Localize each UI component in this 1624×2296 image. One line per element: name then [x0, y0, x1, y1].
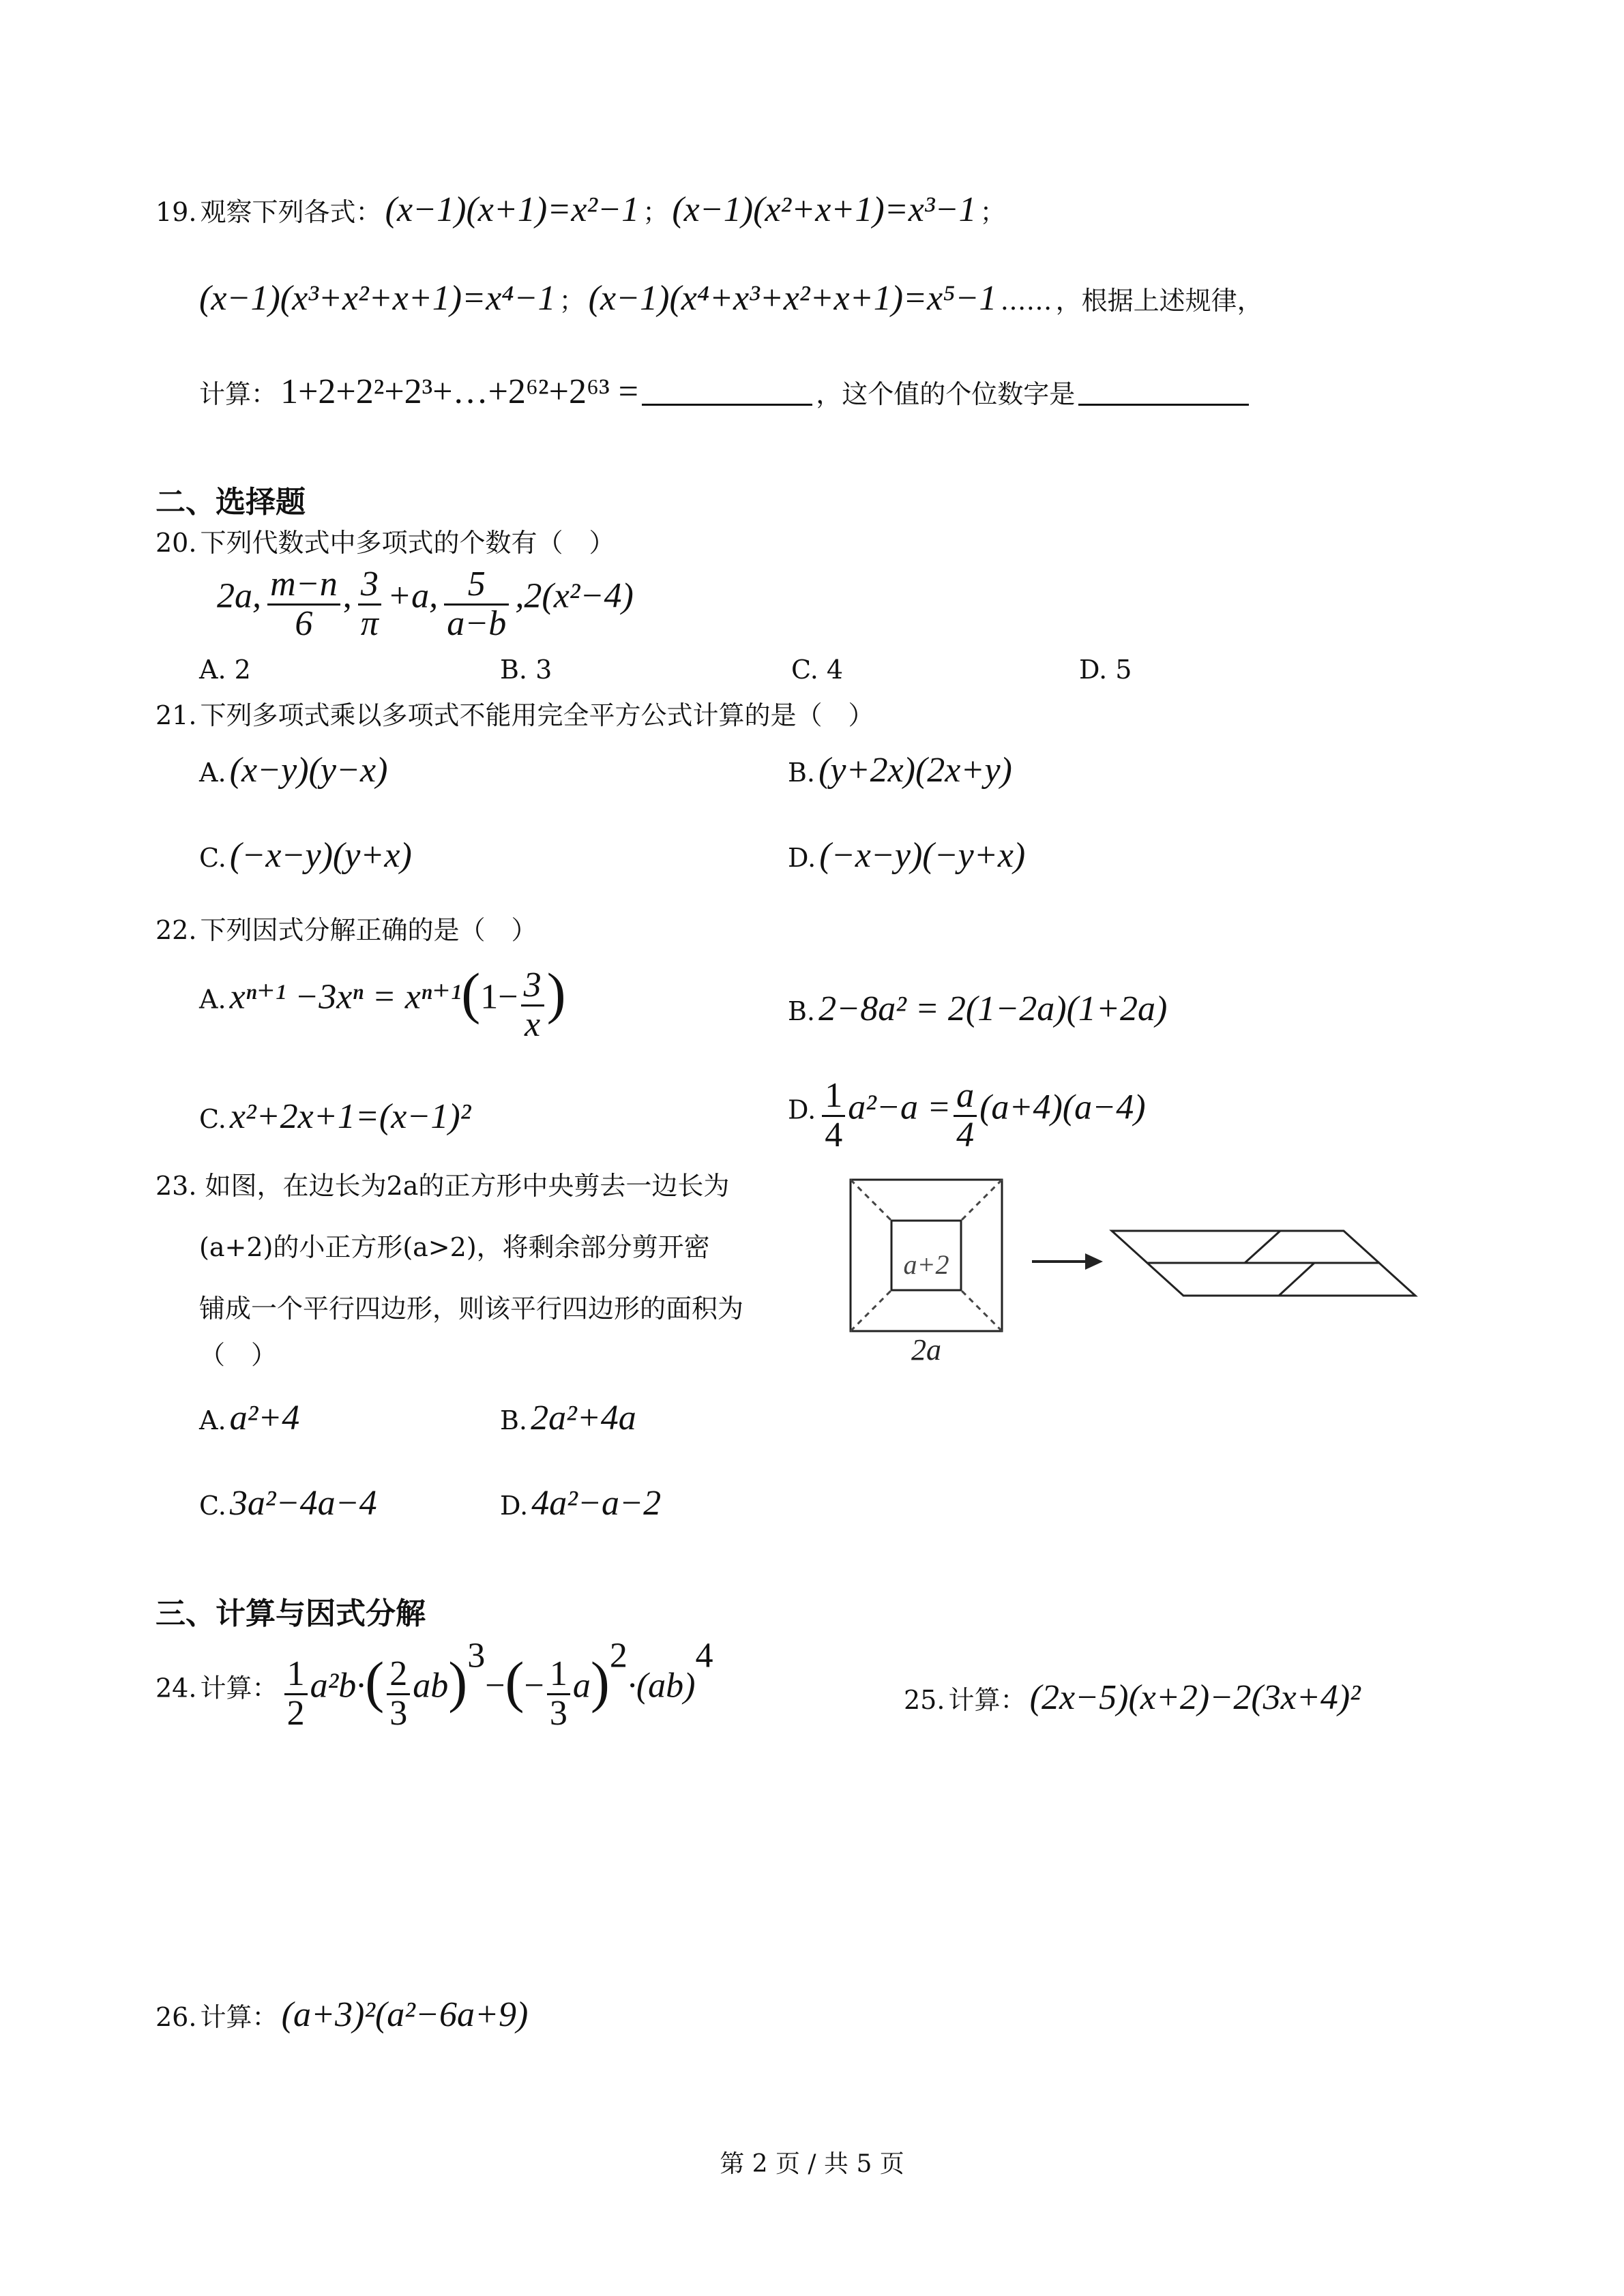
q24-exp-3: 4 [695, 1636, 713, 1675]
q25-label: 计算： [948, 1685, 1027, 1715]
q23-option-d-expr: 4a²−a−2 [531, 1484, 662, 1523]
q22-number: 22. [156, 915, 197, 945]
q22-option-d-frac-1-num: 1 [822, 1077, 845, 1117]
q22-option-d-mid: a²−a = [848, 1088, 951, 1127]
q20-expr-end: ,2(x²−4) [515, 576, 634, 616]
arrow-icon [1085, 1253, 1103, 1270]
q24-frac-3 [547, 1656, 570, 1732]
q23-option-a[interactable] [199, 1398, 299, 1438]
q24-number: 24. [156, 1673, 197, 1703]
q21-option-b-label: B. [788, 758, 816, 788]
q19-line1 [156, 190, 1006, 230]
q19-line2 [199, 278, 1263, 318]
q24-label: 计算： [200, 1673, 278, 1703]
q26-number: 26. [156, 2002, 197, 2032]
q26-expr: (a+3)²(a²−6a+9) [281, 1995, 529, 2034]
q21-option-d[interactable] [788, 835, 1025, 876]
q25-line [904, 1678, 1361, 1718]
q20-frac-1-num: m−n [267, 566, 340, 606]
q20-option-a[interactable]: A. 2 [199, 655, 251, 685]
q19-intro: 观察下列各式： [200, 197, 382, 227]
q22-option-a-frac-num: 3 [521, 967, 544, 1007]
q22-stem-line [156, 909, 537, 946]
q22-option-a-one: 1− [480, 977, 518, 1017]
q21-option-a-label: A. [199, 758, 226, 788]
q21-option-a-expr: (x−y)(y−x) [229, 751, 388, 790]
q24-frac-3-num: 1 [547, 1656, 570, 1695]
q22-option-b[interactable] [788, 989, 1167, 1029]
q26-label: 计算： [200, 2002, 278, 2032]
q23-option-b-label: B. [500, 1405, 528, 1435]
q19-calc-label: 计算： [199, 379, 278, 409]
cut-line-tl [851, 1180, 891, 1221]
cut-line-tr [961, 1180, 1002, 1221]
q22-option-b-label: B. [788, 996, 816, 1026]
q24-frac-1-num: 1 [284, 1656, 308, 1695]
q20-expression: 2a, $\frac{m-n}{6}$ , $\frac{3}{\pi}$ +a, $\frac{5}{a-b}$ ,2(x²−4) [217, 565, 634, 643]
q22-option-c-label: C. [199, 1104, 226, 1134]
q22-option-b-expr: 2−8a² = 2(1−2a)(1+2a) [818, 989, 1168, 1028]
q24-frac-2 [387, 1656, 410, 1732]
q22-option-d-label: D. [788, 1094, 816, 1125]
q19-calc-expr: 1+2+2²+2³+…+2⁶²+2⁶³ = [280, 372, 639, 411]
q23-text-4: （ ） [199, 1340, 278, 1370]
q24-exp-2: 2 [609, 1636, 628, 1675]
q20-number: 20. [156, 528, 197, 558]
q19-ellipsis: …… [1000, 286, 1052, 316]
page-footer: 第 2 页 / 共 5 页 [720, 2150, 904, 2178]
q22-option-a-label: A. [199, 984, 226, 1015]
q22-option-d[interactable] [788, 1077, 1146, 1154]
q21-option-d-label: D. [788, 843, 816, 873]
inner-square-label: a+2 [903, 1249, 949, 1280]
q22-option-c[interactable] [199, 1097, 471, 1137]
q23-option-c[interactable] [199, 1483, 377, 1523]
q24-neg: − [524, 1666, 544, 1705]
q20-frac-3 [444, 566, 509, 642]
q20-frac-3-den: a−b [447, 603, 507, 643]
q22-option-a-frac-den: x [525, 1004, 541, 1044]
q19-eq3: (x−1)(x³+x²+x+1)=x⁴−1 [199, 279, 556, 318]
q20-stem-line [156, 522, 615, 559]
q22-option-a[interactable] [199, 961, 566, 1044]
q23-option-d-label: D. [500, 1491, 529, 1521]
q24-exp-1: 3 [467, 1636, 486, 1675]
section-choice-title: 二、选择题 [156, 485, 306, 520]
q20-frac-2-den: π [360, 603, 379, 643]
parallelogram-cut-upper [1245, 1231, 1280, 1263]
q19-number: 19. [156, 197, 197, 227]
q20-frac-1-den: 6 [295, 603, 313, 643]
q21-option-c-label: C. [199, 843, 226, 873]
q23-option-a-expr: a²+4 [229, 1399, 300, 1437]
q23-text-3: 铺成一个平行四边形，则该平行四边形的面积为 [199, 1294, 744, 1324]
q22-option-c-expr: x²+2x+1=(x−1)² [229, 1097, 471, 1136]
q24-frac-3-den: 3 [549, 1693, 567, 1733]
q23-text-1: 如图，在边长为2a的正方形中央剪去一边长为 [205, 1171, 730, 1201]
q23-number: 23. [156, 1171, 197, 1201]
q21-number: 21. [156, 700, 197, 730]
q24-part-1: a²b· [310, 1666, 366, 1705]
q19-tail: ，根据上述规律， [1055, 286, 1263, 316]
q23-option-c-label: C. [199, 1491, 226, 1521]
q21-option-b[interactable] [788, 750, 1012, 790]
q24-line: 24. 计算： $\frac{1}{2}$ a²b·( $\frac{2}{3}$ ab)$^3$−(− $\frac{1}{3}$ a)$^2$·(ab)$^4$ [156, 1636, 713, 1733]
q19-sep2: ； [979, 197, 1006, 227]
q22-option-a-paren-open: ( [461, 961, 481, 1026]
q19-eq4: (x−1)(x⁴+x³+x²+x+1)=x⁵−1 [588, 279, 997, 318]
q23-figure-svg [849, 1166, 1443, 1371]
q19-line3 [199, 372, 1249, 412]
q20-frac-2 [358, 566, 381, 642]
q23-option-d[interactable] [500, 1483, 661, 1523]
q22-stem: 下列因式分解正确的是（ ） [200, 915, 537, 945]
q20-frac-3-num: 5 [444, 566, 509, 606]
q24-part-4: ·(ab) [627, 1666, 696, 1705]
q23-line1 [156, 1165, 729, 1202]
q19-eq1: (x−1)(x+1)=x²−1 [385, 190, 640, 229]
q24-minus: − [485, 1666, 505, 1705]
q21-stem-line [156, 694, 874, 732]
q19-eq2: (x−1)(x²+x+1)=x³−1 [672, 190, 977, 229]
q20-expr-mid: +a, [387, 576, 439, 616]
q19-blank-2[interactable] [1078, 379, 1249, 406]
q22-option-a-left: xⁿ⁺¹ −3xⁿ = xⁿ⁺¹ [229, 977, 462, 1017]
outer-square-label: 2a [911, 1333, 941, 1367]
q23-option-c-expr: 3a²−4a−4 [229, 1484, 377, 1523]
q23-figure [849, 1166, 1443, 1373]
q19-sep3: ； [559, 286, 585, 316]
q20-stem: 下列代数式中多项式的个数有（ ） [200, 528, 615, 558]
q21-option-d-expr: (−x−y)(−y+x) [819, 836, 1026, 875]
q21-option-a[interactable] [199, 750, 387, 790]
q23-option-a-label: A. [199, 1405, 226, 1435]
q19-calc-mid: ，这个值的个位数字是 [816, 379, 1076, 409]
q22-option-d-frac-2-num: a [954, 1077, 977, 1117]
q22-option-d-frac-1 [822, 1077, 845, 1154]
q23-text-2: (a+2)的小正方形(a>2)，将剩余部分剪开密 [199, 1232, 710, 1262]
q23-option-b-expr: 2a²+4a [531, 1399, 636, 1437]
q21-option-c[interactable] [199, 835, 412, 876]
q19-blank-1[interactable] [642, 379, 812, 406]
q22-option-a-paren-close: ) [546, 961, 566, 1026]
q25-number: 25. [904, 1685, 945, 1715]
q22-option-d-frac-2 [954, 1077, 977, 1154]
q24-frac-2-num: 2 [387, 1656, 410, 1695]
q22-option-d-end: (a+4)(a−4) [979, 1088, 1146, 1127]
q24-part-2: ab [413, 1666, 449, 1705]
q22-option-d-frac-1-den: 4 [825, 1115, 843, 1154]
q22-option-d-frac-2-den: 4 [956, 1115, 975, 1154]
cut-line-bl [851, 1290, 891, 1331]
q21-stem: 下列多项式乘以多项式不能用完全平方公式计算的是（ ） [200, 700, 874, 730]
q24-part-3: a [572, 1666, 591, 1705]
q23-option-b[interactable] [500, 1398, 636, 1438]
q20-option-d[interactable]: D. 5 [1079, 655, 1132, 685]
q25-expr: (2x−5)(x+2)−2(3x+4)² [1029, 1678, 1361, 1717]
q22-option-a-frac [521, 967, 544, 1043]
q21-option-c-expr: (−x−y)(y+x) [229, 836, 412, 875]
q20-expr-a: 2a, [217, 576, 261, 616]
section-calc-title: 三、计算与因式分解 [156, 1596, 426, 1631]
q26-line [156, 1995, 528, 2035]
parallelogram-cut-lower [1279, 1263, 1314, 1296]
q21-option-b-expr: (y+2x)(2x+y) [818, 751, 1012, 790]
cut-line-br [961, 1290, 1002, 1331]
q20-frac-2-num: 3 [358, 566, 381, 606]
q20-option-b[interactable]: B. 3 [500, 655, 552, 685]
q24-frac-2-den: 3 [389, 1693, 408, 1733]
q20-option-c[interactable]: C. 4 [791, 655, 844, 685]
q20-frac-1 [267, 566, 340, 642]
q19-sep1: ； [643, 197, 669, 227]
q24-frac-1 [284, 1656, 308, 1732]
q24-frac-1-den: 2 [286, 1693, 305, 1733]
